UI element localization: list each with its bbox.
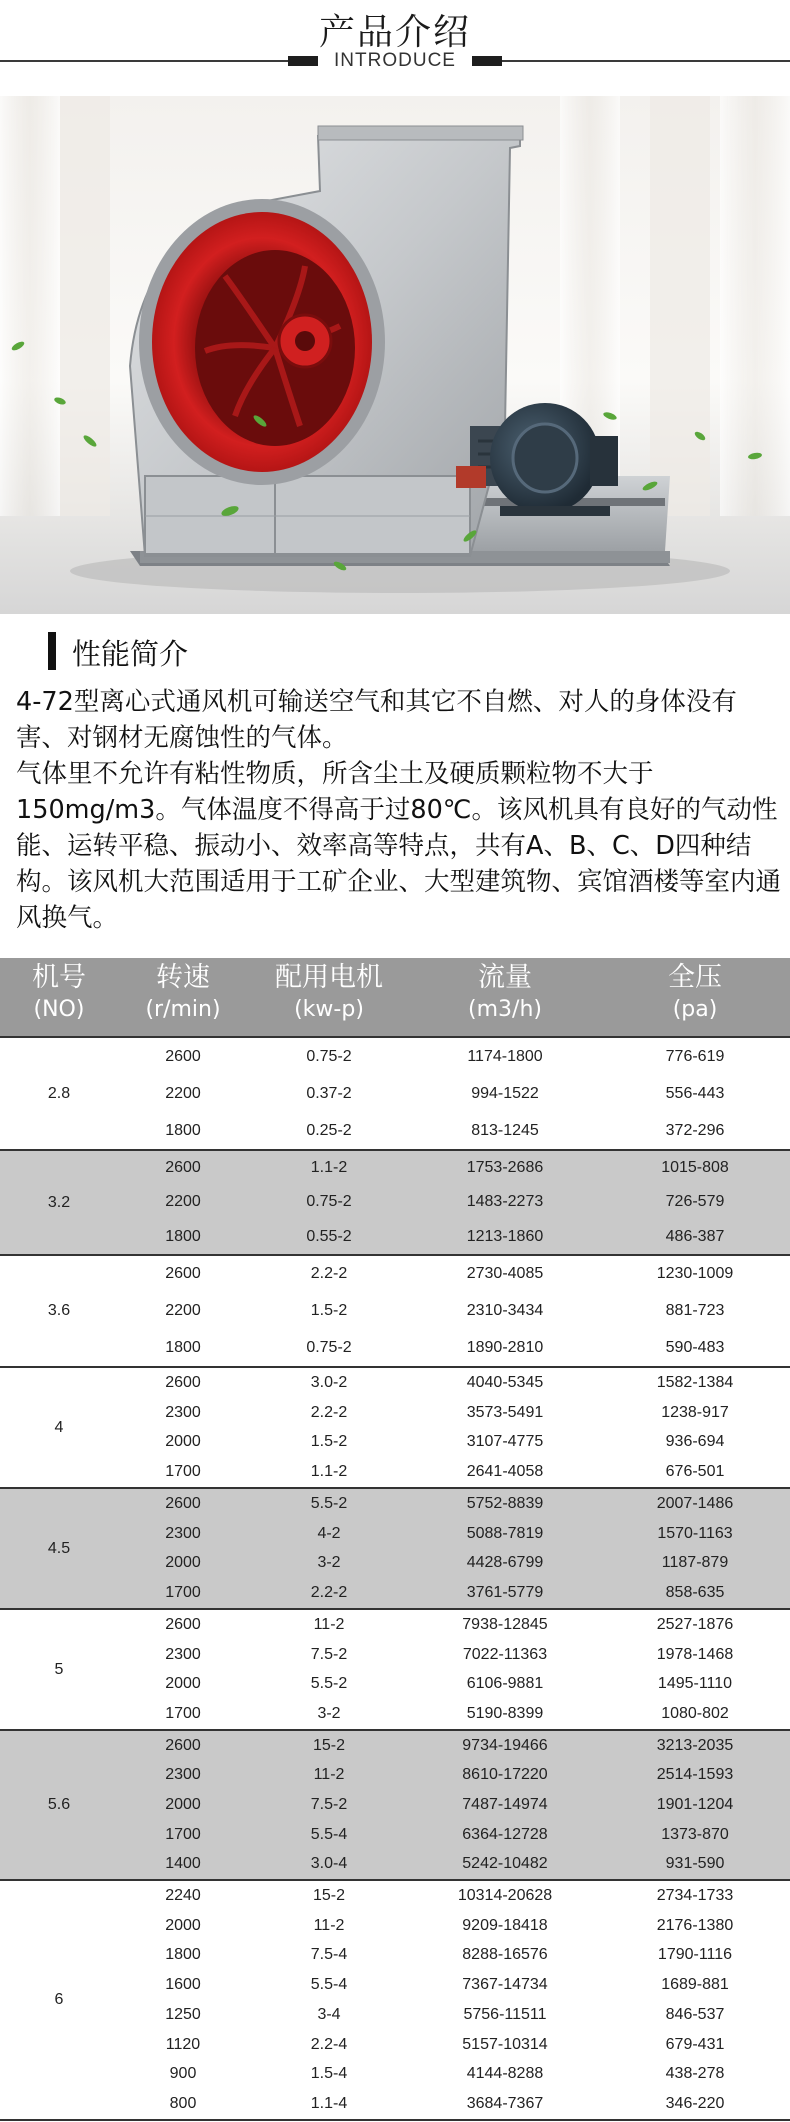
speed-cell: 900 [169,2065,197,2083]
motor-cell: 3-2 [317,1554,341,1572]
speed-cell: 2600 [165,1494,201,1512]
flow-cell: 5242-10482 [462,1855,548,1873]
speed-cell: 2000 [165,1795,201,1813]
fan-number-cell: 5.6 [47,1796,71,1813]
table-row [118,1849,790,1879]
motor-cell: 11-2 [313,1766,345,1784]
flow-cell: 7487-14974 [462,1795,548,1813]
table-group [0,1879,790,2119]
fan-number-cell: 3.6 [47,1302,71,1319]
header-cell-flow [410,958,600,1036]
table-group [0,1487,790,1608]
table-row [118,1220,790,1254]
speed-cell: 2600 [165,1373,201,1391]
pressure-cell: 846-537 [665,2005,725,2023]
motor-cell: 3-4 [317,2005,341,2023]
table-row [118,2030,790,2060]
motor-cell: 2.2-2 [310,1403,348,1421]
table-row [118,1075,790,1112]
table-row [118,2089,790,2119]
pressure-cell: 1689-881 [661,1976,729,1994]
pressure-cell: 1582-1384 [656,1373,734,1391]
group-rows [118,1368,790,1487]
pressure-cell: 2514-1593 [656,1766,734,1784]
motor-cell: 7.5-4 [310,1946,348,1964]
header-label: 流量 [478,962,532,993]
section-heading-bar [48,632,56,670]
header-cell-no [0,958,118,1036]
pressure-cell: 346-220 [665,2095,725,2113]
table-row [118,1549,790,1579]
product-image [0,96,790,614]
motor-cell: 0.75-2 [306,1047,352,1065]
table-row [118,1457,790,1487]
table-group [0,1254,790,1366]
speed-cell: 1600 [165,1976,201,1994]
group-rows [118,1610,790,1729]
pressure-cell: 3213-2035 [656,1736,734,1754]
table-row [118,2060,790,2090]
group-rows [118,1256,790,1366]
speed-cell: 2200 [165,1084,201,1102]
speed-cell: 1700 [165,1825,201,1843]
fan-number-cell: 4.5 [47,1539,71,1557]
motor-cell: 5.5-2 [310,1675,348,1693]
speed-cell: 800 [169,2095,197,2113]
flow-cell: 5756-11511 [463,2005,547,2023]
group-rows [118,1038,790,1149]
speed-cell: 2600 [165,1159,201,1177]
pressure-cell: 1495-1110 [657,1675,733,1693]
section-heading [0,614,790,672]
motor-cell: 2.2-2 [310,1265,348,1283]
speed-cell: 2200 [165,1301,201,1319]
speed-cell: 1800 [165,1338,201,1356]
group-rows [118,1881,790,2119]
pressure-cell: 438-278 [665,2065,725,2083]
pressure-cell: 676-501 [665,1463,725,1481]
motor-cell: 7.5-2 [310,1645,348,1663]
table-row [118,1519,790,1549]
table-group [0,1366,790,1487]
motor-cell: 7.5-2 [310,1795,348,1813]
pressure-cell: 590-483 [665,1338,725,1356]
header-unit: (NO) [33,997,85,1022]
flow-cell: 4040-5345 [466,1373,544,1391]
motor-cell: 1.5-2 [310,1433,348,1451]
speed-cell: 1700 [165,1463,201,1481]
flow-cell: 3684-7367 [466,2095,544,2113]
motor-cell: 0.75-2 [306,1193,352,1211]
motor-cell: 0.25-2 [306,1121,352,1139]
flow-cell: 1753-2686 [466,1159,544,1177]
header-label: 全压 [668,962,722,993]
table-row [118,1293,790,1330]
motor-cell: 4-2 [317,1524,341,1542]
description-paragraph: 4-72型离心式通风机可输送空气和其它不自燃、对人的身体没有害、对钢材无腐蚀性的气体。 [16,687,737,753]
description-paragraph: 气体里不允许有粘性物质，所含尘土及硬质颗粒物不大于150mg/m3。气体温度不得高于过80℃。该风机具有良好的气动性能、运转平稳、振动小、效率高等特点，共有A、B、C、D四种结构。该风机大范围适用于工矿企业、大型建筑物、宾馆酒楼等室内通风换气。 [16,759,782,933]
table-group [0,1036,790,1149]
motor-cell: 1.5-2 [310,1301,348,1319]
motor-cell: 0.55-2 [306,1227,352,1245]
motor-cell: 15-2 [312,1886,346,1904]
table-row [118,1970,790,2000]
motor-cell: 2.2-4 [310,2035,348,2053]
pressure-cell: 2007-1486 [656,1494,734,1512]
pressure-cell: 1901-1204 [656,1795,734,1813]
speed-cell: 2600 [165,1736,201,1754]
table-row [118,1185,790,1219]
flow-cell: 3107-4775 [466,1433,544,1451]
fan-number-cell: 4 [54,1418,64,1436]
group-rows [118,1489,790,1608]
speed-cell: 1120 [165,2035,201,2053]
pressure-cell: 1238-917 [661,1403,729,1421]
table-row [118,1640,790,1670]
table-row [118,1329,790,1366]
page-header [0,0,790,96]
pressure-cell: 1015-808 [661,1159,729,1177]
flow-cell: 1213-1860 [466,1227,544,1245]
flow-cell: 8288-16576 [462,1946,548,1964]
flow-cell: 2641-4058 [466,1463,544,1481]
header-unit: (kw-p) [294,997,364,1022]
table-bottom-rule [0,2119,790,2121]
performance-table [0,958,790,2121]
flow-cell: 5190-8399 [466,1705,544,1723]
motor-cell: 2.2-2 [310,1584,348,1602]
speed-cell: 2000 [165,1675,201,1693]
motor-cell: 11-2 [313,1615,345,1633]
motor-cell: 3.0-2 [310,1373,348,1391]
table-row [118,1256,790,1293]
header-unit: (r/min) [145,997,221,1022]
flow-cell: 813-1245 [471,1121,539,1139]
table-row [118,1368,790,1398]
table-row [118,1610,790,1640]
pressure-cell: 2176-1380 [656,1916,734,1934]
motor-cell: 1.1-2 [310,1159,348,1177]
motor-cell: 5.5-4 [310,1825,348,1843]
pressure-cell: 936-694 [665,1433,725,1451]
pressure-cell: 1978-1468 [656,1645,734,1663]
table-row [118,1112,790,1149]
speed-cell: 2000 [165,1554,201,1572]
flow-cell: 1174-1800 [467,1047,543,1065]
flow-cell: 4144-8288 [466,2065,544,2083]
speed-cell: 2300 [165,1766,201,1784]
speed-cell: 1250 [165,2005,201,2023]
table-row [118,1151,790,1185]
speed-cell: 1700 [165,1705,201,1723]
header-cell-pressure [600,958,790,1036]
table-body [0,1036,790,2119]
motor-cell: 0.75-2 [306,1338,352,1356]
header-unit: (m3/h) [468,997,542,1022]
pressure-cell: 372-296 [665,1121,725,1139]
table-row [118,2000,790,2030]
table-row [118,1428,790,1458]
speed-cell: 1800 [165,1121,201,1139]
group-rows [118,1151,790,1254]
table-group [0,1608,790,1729]
flow-cell: 5752-8839 [466,1494,544,1512]
speed-cell: 2200 [165,1193,201,1211]
table-row [118,1941,790,1971]
pressure-cell: 726-579 [665,1193,725,1211]
table-row [118,1670,790,1700]
motor-cell: 3-2 [317,1705,341,1723]
pressure-cell: 556-443 [665,1084,725,1102]
motor-cell: 1.1-4 [310,2095,348,2113]
header-label: 机号 [32,962,86,993]
flow-cell: 9209-18418 [462,1916,548,1934]
motor-cell: 1.5-4 [310,2065,348,2083]
flow-cell: 9734-19466 [462,1736,548,1754]
header-unit: (pa) [672,997,718,1022]
flow-cell: 2730-4085 [466,1265,544,1283]
table-row [118,1790,790,1820]
speed-cell: 2600 [165,1615,201,1633]
table-row [118,1731,790,1761]
flow-cell: 6106-9881 [466,1675,544,1693]
pressure-cell: 858-635 [665,1584,725,1602]
section-heading-text: 性能简介 [72,637,189,671]
table-row [118,1398,790,1428]
flow-cell: 7022-11363 [462,1645,548,1663]
motor-cell: 15-2 [312,1736,346,1754]
table-row [118,1699,790,1729]
speed-cell: 1700 [165,1584,201,1602]
motor-cell: 3.0-4 [310,1855,348,1873]
fan-number-cell: 6 [54,1991,64,2008]
page-subtitle: INTRODUCE [334,50,456,71]
header-label: 配用电机 [275,962,383,993]
fan-number-cell: 2.8 [47,1084,71,1102]
header-cell-motor [248,958,410,1036]
table-row [118,1578,790,1608]
header-cell-speed [118,958,248,1036]
speed-cell: 1800 [165,1946,201,1964]
flow-cell: 2310-3434 [466,1301,544,1319]
pressure-cell: 2734-1733 [656,1886,734,1904]
motor-cell: 5.5-2 [310,1494,348,1512]
pressure-cell: 1187-879 [661,1554,729,1572]
flow-cell: 5157-10314 [462,2035,548,2053]
pressure-cell: 1230-1009 [656,1265,734,1283]
flow-cell: 4428-6799 [466,1554,544,1572]
flow-cell: 6364-12728 [462,1825,548,1843]
speed-cell: 2000 [165,1916,201,1934]
flow-cell: 7938-12845 [462,1615,548,1633]
pressure-cell: 1790-1116 [657,1946,733,1964]
pressure-cell: 1570-1163 [657,1524,733,1542]
table-group [0,1729,790,1879]
flow-cell: 3761-5779 [466,1584,544,1602]
table-group [0,1149,790,1254]
speed-cell: 2300 [165,1403,201,1421]
motor-cell: 1.1-2 [310,1463,348,1481]
speed-cell: 2000 [165,1433,201,1451]
table-row [118,1820,790,1850]
page-title: 产品介绍 [318,12,471,53]
flow-cell: 1890-2810 [466,1338,544,1356]
flow-cell: 5088-7819 [466,1524,544,1542]
pressure-cell: 2527-1876 [656,1615,734,1633]
pressure-cell: 1080-802 [661,1705,729,1723]
pressure-cell: 1373-870 [661,1825,729,1843]
fan-number-cell: 3.2 [47,1193,71,1211]
speed-cell: 2300 [165,1524,201,1542]
table-header [0,958,790,1036]
description [0,672,790,958]
motor-cell: 5.5-4 [310,1976,348,1994]
flow-cell: 10314-20628 [457,1886,553,1904]
table-row [118,1911,790,1941]
pressure-cell: 931-590 [665,1855,725,1873]
speed-cell: 2300 [165,1645,201,1663]
pressure-cell: 486-387 [665,1227,725,1245]
flow-cell: 1483-2273 [466,1193,544,1211]
pressure-cell: 776-619 [665,1047,725,1065]
table-row [118,1038,790,1075]
flow-cell: 8610-17220 [462,1766,548,1784]
speed-cell: 2600 [165,1265,201,1283]
flow-cell: 7367-14734 [462,1976,548,1994]
pressure-cell: 679-431 [665,2035,725,2053]
motor-cell: 0.37-2 [306,1084,352,1102]
pressure-cell: 881-723 [665,1301,725,1319]
flow-cell: 994-1522 [471,1084,539,1102]
speed-cell: 2240 [165,1886,201,1904]
table-row [118,1489,790,1519]
table-row [118,1761,790,1791]
table-row [118,1881,790,1911]
speed-cell: 2600 [165,1047,201,1065]
speed-cell: 1400 [165,1855,201,1873]
motor-cell: 11-2 [313,1916,345,1934]
fan-number-cell: 5 [54,1660,64,1678]
header-label: 转速 [156,962,210,993]
group-rows [118,1731,790,1879]
centrifugal-fan-illustration [0,96,790,614]
speed-cell: 1800 [165,1227,201,1245]
flow-cell: 3573-5491 [466,1403,544,1421]
